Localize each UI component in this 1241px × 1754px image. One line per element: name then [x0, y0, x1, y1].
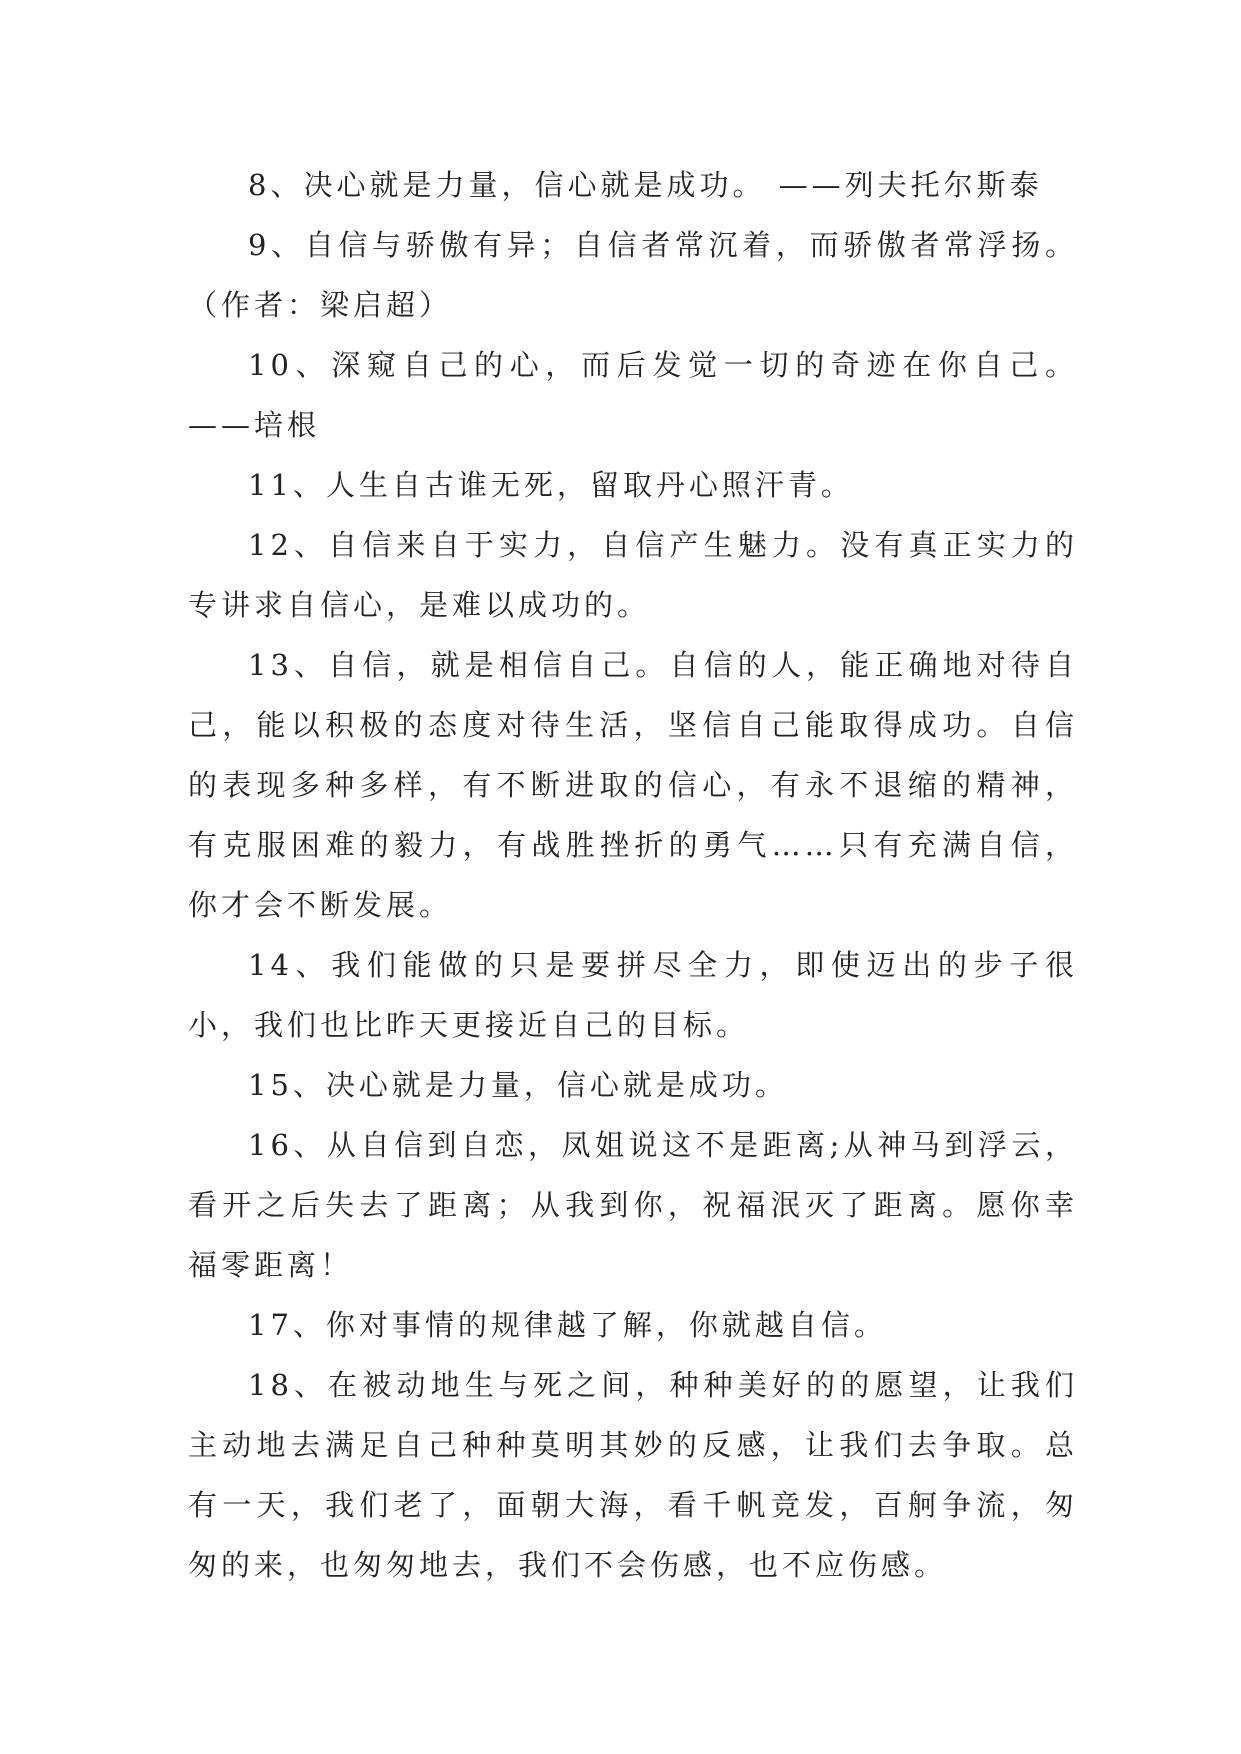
paragraph-18: 18、在被动地生与死之间，种种美好的的愿望，让我们主动地去满足自己种种莫明其妙的反感，让我们去争取。总有一天，我们老了，面朝大海，看千帆竞发，百舸争流，匆匆的来，也匆匆地去，我们不会伤感，也不应伤感。 — [188, 1368, 1078, 1582]
paragraph-11: 11、人生自古谁无死，留取丹心照汗青。 — [248, 468, 854, 502]
paragraph-14: 14、我们能做的只是要拼尽全力，即使迈出的步子很小，我们也比昨天更接近自己的目标。 — [188, 948, 1078, 1042]
paragraph-16: 16、从自信到自恋，凤姐说这不是距离;从神马到浮云，看开之后失去了距离；从我到你，祝福泯灭了距离。愿你幸福零距离！ — [188, 1128, 1078, 1282]
paragraph-13: 13、自信，就是相信自己。自信的人，能正确地对待自己，能以积极的态度对待生活，坚信自己能取得成功。自信的表现多种多样，有不断进取的信心，有永不退缩的精神，有克服困难的毅力，有战胜挫折的勇气……只有充满自信，你才会不断发展。 — [188, 648, 1078, 922]
paragraph-12: 12、自信来自于实力，自信产生魅力。没有真正实力的专讲求自信心，是难以成功的。 — [188, 528, 1078, 622]
paragraph-8: 8、决心就是力量，信心就是成功。 ——列夫托尔斯泰 — [248, 168, 1043, 202]
document-page — [188, 155, 1078, 1595]
paragraph-10: 10、深窥自己的心，而后发觉一切的奇迹在你自己。——培根 — [188, 348, 1078, 442]
paragraph-9: 9、自信与骄傲有异；自信者常沉着，而骄傲者常浮扬。（作者：梁启超） — [188, 228, 1078, 322]
paragraph-17: 17、你对事情的规律越了解，你就越自信。 — [248, 1308, 887, 1342]
paragraph-15: 15、决心就是力量，信心就是成功。 — [248, 1068, 788, 1102]
